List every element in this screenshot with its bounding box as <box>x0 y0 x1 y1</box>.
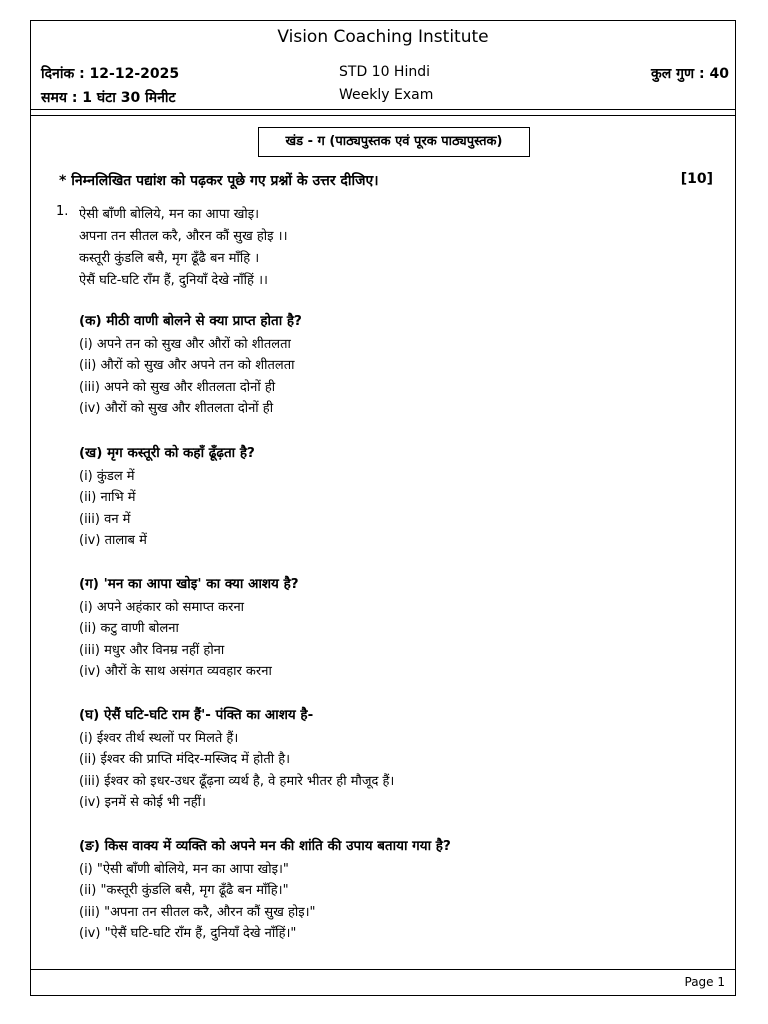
option-item: (i) अपने तन को सुख और औरों को शीतलता <box>79 336 291 352</box>
poem-line: ऐसी बाँणी बोलिये, मन का आपा खोइ। <box>79 207 260 222</box>
subquestion-title: (ग) 'मन का आपा खोइ' का क्या आशय है? <box>79 576 299 592</box>
subquestion-kha <box>79 443 255 552</box>
section-title-box <box>258 127 530 157</box>
institute-title: Vision Coaching Institute <box>277 27 489 47</box>
marks-badge: [10] <box>680 171 713 187</box>
option-item: (i) ईश्वर तीर्थ स्थलों पर मिलते हैं। <box>79 730 239 746</box>
option-item: (iii) वन में <box>79 511 131 527</box>
option-item: (iii) "अपना तन सीतल करै, औरन कौं सुख होइ।" <box>79 904 316 920</box>
option-item: (iii) ईश्वर को इधर-उधर ढूँढ़ना व्यर्थ है, वे हमारे भीतर ही मौजूद हैं। <box>79 773 395 789</box>
option-item: (iii) मधुर और विनम्र नहीं होना <box>79 642 225 658</box>
option-item: (iv) "ऐसैं घटि-घटि राँम हैं, दुनियाँ देखे नाँहिं।" <box>79 926 297 941</box>
exam-page-frame <box>30 20 736 996</box>
option-item: (ii) ईश्वर की प्राप्ति मंदिर-मस्जिद में होती है। <box>79 752 291 767</box>
header-divider <box>31 109 735 110</box>
section-title: खंड - ग (पाठ्यपुस्तक एवं पूरक पाठ्यपुस्तक) <box>285 134 503 149</box>
page-number: Page 1 <box>684 975 725 989</box>
option-item: (iv) इनमें से कोई भी नहीं। <box>79 795 206 810</box>
subquestion-title: (ङ) किस वाक्य में व्यक्ति को अपने मन की शांति की उपाय बताया गया है? <box>79 838 451 854</box>
option-item: (i) कुंडल में <box>79 468 135 484</box>
option-item: (i) "ऐसी बाँणी बोलिये, मन का आपा खोइ।" <box>79 861 289 877</box>
option-item: (iv) औरों के साथ असंगत व्यवहार करना <box>79 664 272 679</box>
option-item: (iv) तालाब में <box>79 533 147 548</box>
poem-line: अपना तन सीतल करै, औरन कौं सुख होइ ।। <box>79 229 288 244</box>
subquestion-title: (क) मीठी वाणी बोलने से क्या प्राप्त होता है? <box>79 313 302 329</box>
exam-label: Weekly Exam <box>339 87 434 103</box>
option-item: (ii) "कस्तूरी कुंडलि बसै, मृग ढूँढै बन माँहि।" <box>79 883 289 898</box>
subquestion-title: (ख) मृग कस्तूरी को कहाँ ढूँढ़ता है? <box>79 445 255 461</box>
footer-divider <box>31 969 735 970</box>
poem-passage <box>79 204 288 292</box>
option-item: (ii) औरों को सुख और अपने तन को शीतलता <box>79 358 295 373</box>
subquestion-ka <box>79 311 302 420</box>
header-divider-second <box>31 115 735 116</box>
total-marks-label: कुल गुण : 40 <box>651 66 729 82</box>
std-label: STD 10 Hindi <box>339 64 430 80</box>
option-item: (iv) औरों को सुख और शीतलता दोनों ही <box>79 401 274 416</box>
poem-line: कस्तूरी कुंडलि बसै, मृग ढूँढै बन माँहि । <box>79 251 260 266</box>
subquestion-gha <box>79 705 394 814</box>
time-label: समय : 1 घंटा 30 मिनीट <box>41 90 176 106</box>
question-number: 1. <box>56 204 69 219</box>
option-item: (ii) नाभि में <box>79 490 136 505</box>
subquestion-nga <box>79 836 451 945</box>
option-item: (ii) कटु वाणी बोलना <box>79 621 179 636</box>
option-item: (iii) अपने को सुख और शीतलता दोनों ही <box>79 379 276 395</box>
poem-line: ऐसैं घटि-घटि राँम हैं, दुनियाँ देखे नाँहिं ।। <box>79 273 268 288</box>
instruction-text: * निम्नलिखित पद्यांश को पढ़कर पूछे गए प्रश्नों के उत्तर दीजिए। <box>59 173 379 189</box>
subquestion-ga <box>79 574 299 683</box>
subquestion-title: (घ) ऐसैं घटि-घटि राम हैं'- पंक्ति का आशय है- <box>79 707 314 723</box>
date-label: दिनांक : 12-12-2025 <box>41 66 180 82</box>
option-item: (i) अपने अहंकार को समाप्त करना <box>79 599 245 615</box>
